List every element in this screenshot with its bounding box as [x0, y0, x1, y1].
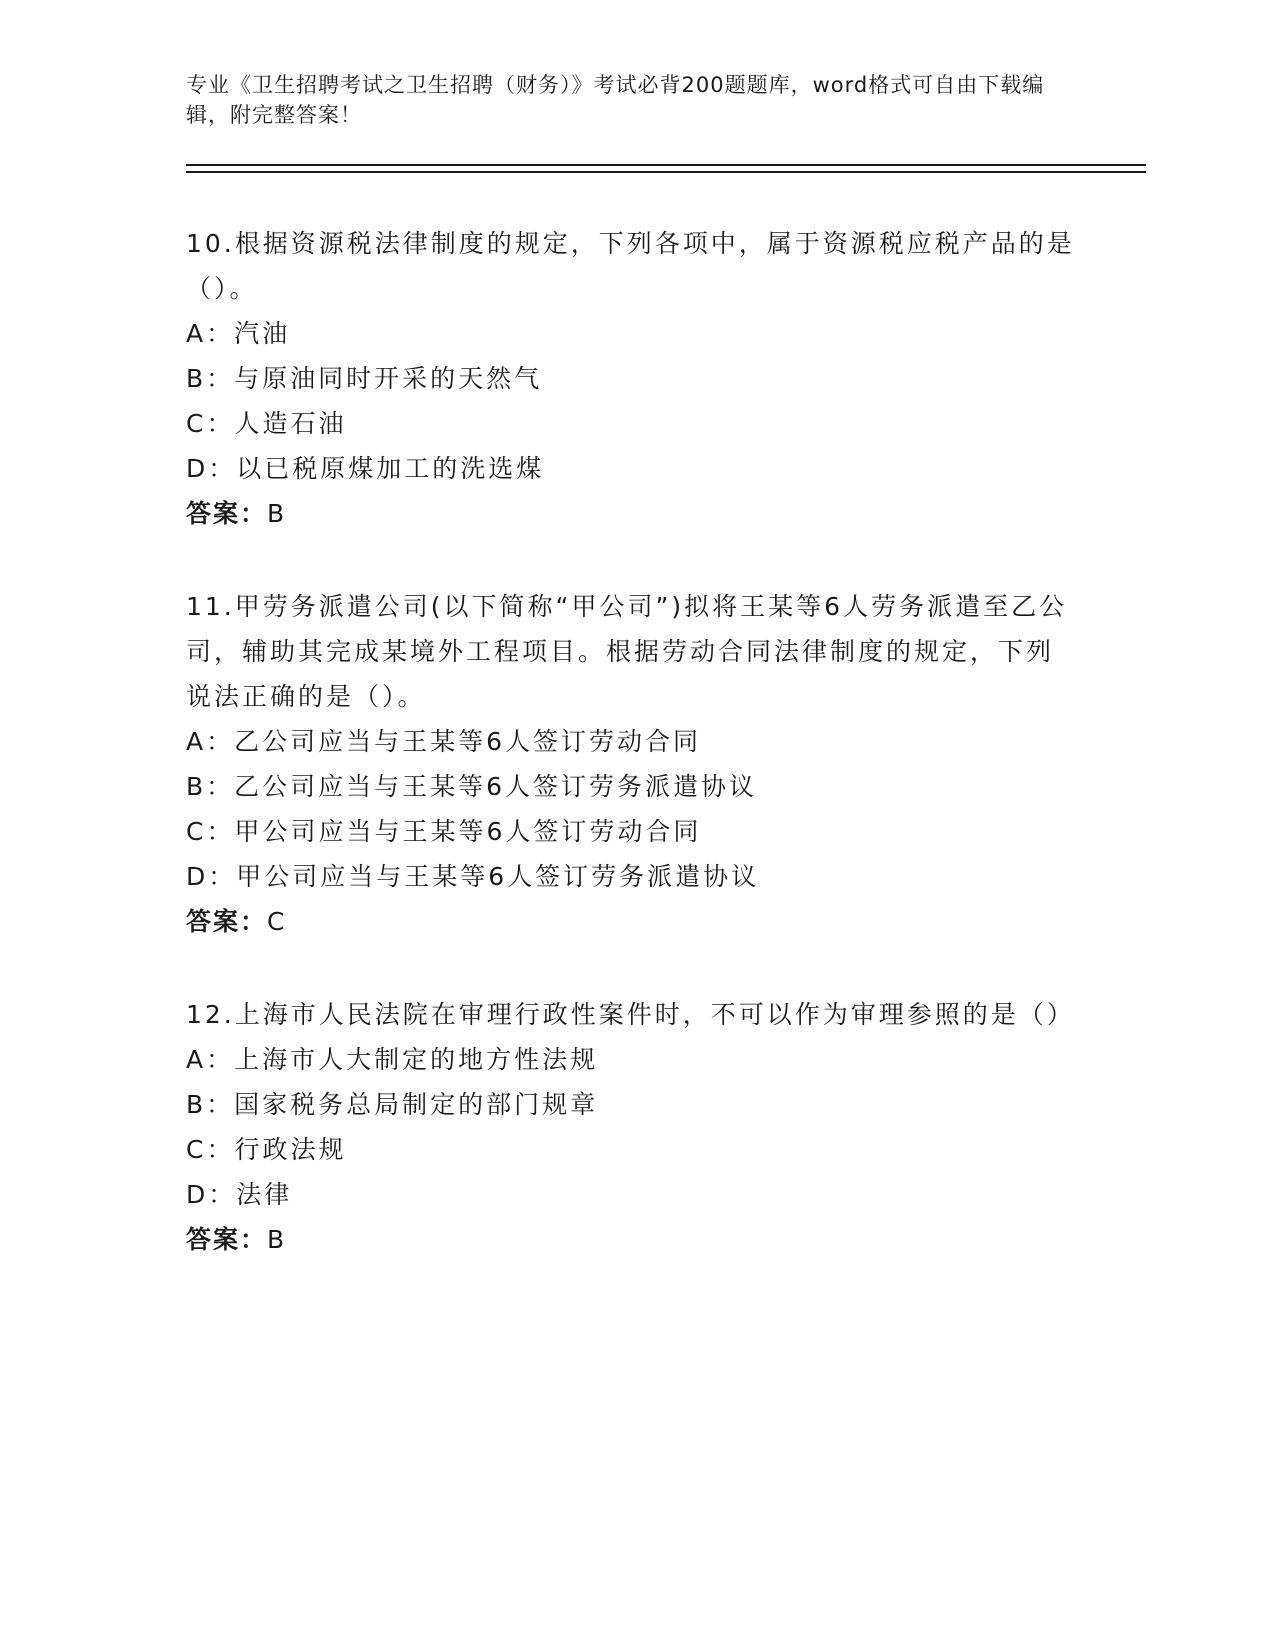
option-c: C：行政法规	[186, 1135, 347, 1164]
option-c: C：甲公司应当与王某等6人签订劳动合同	[186, 817, 702, 846]
option-b: B：与原油同时开采的天然气	[186, 364, 543, 393]
question-12	[186, 992, 1146, 1262]
answer-line	[186, 491, 1146, 536]
document-page	[186, 70, 1146, 1310]
option-a: A：上海市人大制定的地方性法规	[186, 1045, 599, 1074]
option-b: B：国家税务总局制定的部门规章	[186, 1090, 599, 1119]
question-11	[186, 584, 1146, 944]
question-stem: 11.甲劳务派遣公司(以下简称“甲公司”)拟将王某等6人劳务派遣至乙公司，辅助其完成某境外工程项目。根据劳动合同法律制度的规定，下列说法正确的是（）。	[186, 592, 1068, 711]
answer-label: 答案：	[186, 1225, 268, 1254]
option-d: D：法律	[186, 1180, 293, 1209]
option-d: D：甲公司应当与王某等6人签订劳务派遣协议	[186, 862, 760, 891]
header-divider	[186, 164, 1146, 173]
option-a: A：汽油	[186, 319, 291, 348]
question-10	[186, 221, 1146, 536]
option-a: A：乙公司应当与王某等6人签订劳动合同	[186, 727, 702, 756]
answer-label: 答案：	[186, 499, 268, 528]
option-c: C：人造石油	[186, 409, 347, 438]
document-header: 专业《卫生招聘考试之卫生招聘（财务）》考试必背200题题库，word格式可自由下载编辑，附完整答案！	[186, 73, 1045, 127]
answer-value: B	[267, 1225, 287, 1254]
question-stem: 12.上海市人民法院在审理行政性案件时，不可以作为审理参照的是（）	[186, 1000, 1075, 1029]
answer-value: B	[267, 499, 287, 528]
answer-value: C	[267, 907, 287, 936]
answer-line	[186, 899, 1146, 944]
question-stem: 10.根据资源税法律制度的规定，下列各项中，属于资源税应税产品的是（）。	[186, 229, 1075, 303]
answer-label: 答案：	[186, 907, 268, 936]
option-d: D：以已税原煤加工的洗选煤	[186, 454, 545, 483]
question-list	[186, 221, 1146, 1262]
option-b: B：乙公司应当与王某等6人签订劳务派遣协议	[186, 772, 758, 801]
answer-line	[186, 1217, 1146, 1262]
